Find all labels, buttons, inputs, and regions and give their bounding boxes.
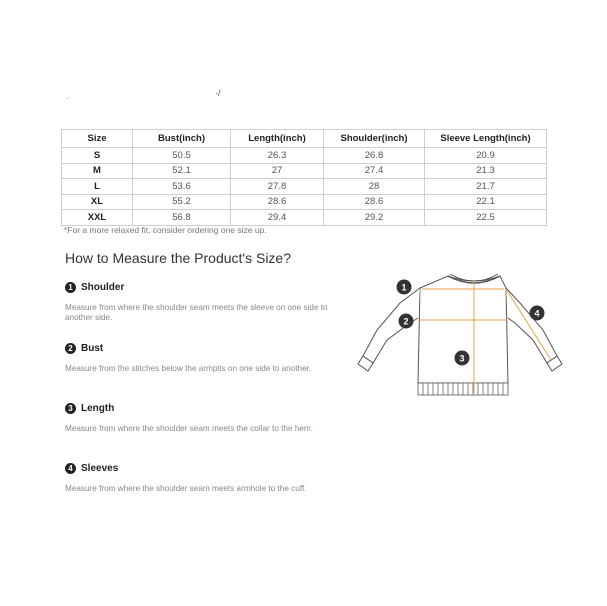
measure-title: Bust: [81, 343, 104, 354]
header-size: Size: [62, 130, 133, 148]
number-1-icon: 1: [65, 282, 76, 293]
measure-description: Measure from where the shoulder seam meets the collar to the hem.: [65, 424, 314, 433]
cell-sleeve: 20.9: [425, 148, 547, 164]
cell-size: L: [62, 179, 133, 195]
svg-text:1: 1: [401, 282, 407, 293]
cell-length: 26.3: [231, 148, 324, 164]
measure-heading: [65, 343, 335, 354]
cell-length: 27.8: [231, 179, 324, 195]
cell-sleeve: 22.1: [425, 194, 547, 210]
cell-shoulder: 29.2: [324, 210, 425, 226]
cell-shoulder: 27.4: [324, 163, 425, 179]
cell-size: XXL: [62, 210, 133, 226]
cell-bust: 56.8: [133, 210, 231, 226]
svg-text:2: 2: [403, 316, 409, 327]
table-header-row: [62, 130, 547, 148]
header-sleeve-length: Sleeve Length(inch): [425, 130, 547, 148]
header-shoulder: Shoulder(inch): [324, 130, 425, 148]
stray-mark: ·/: [215, 88, 221, 98]
measure-shoulder: [65, 282, 335, 323]
marker-2: [399, 314, 414, 329]
measure-description: Measure from where the shoulder seam meets armhole to the cuff.: [65, 484, 307, 493]
svg-text:3: 3: [459, 353, 465, 364]
cell-shoulder: 28: [324, 179, 425, 195]
table-row: [62, 179, 547, 195]
cell-size: S: [62, 148, 133, 164]
measure-bust: [65, 343, 335, 374]
number-2-icon: 2: [65, 343, 76, 354]
svg-text:4: 4: [534, 308, 540, 319]
measure-description: Measure from where the shoulder seam meets the sleeve on one side to another side.: [65, 303, 328, 322]
marker-1: [397, 280, 412, 295]
number-4-icon: 4: [65, 463, 76, 474]
cell-sleeve: 21.3: [425, 163, 547, 179]
table-row: [62, 194, 547, 210]
measure-heading: [65, 403, 335, 414]
cell-bust: 55.2: [133, 194, 231, 210]
section-title: How to Measure the Product's Size?: [65, 250, 292, 266]
marker-3: [455, 351, 470, 366]
table-row: [62, 163, 547, 179]
measure-heading: [65, 463, 335, 474]
measure-sleeves: [65, 463, 335, 494]
number-3-icon: 3: [65, 403, 76, 414]
cell-size: XL: [62, 194, 133, 210]
measure-length: [65, 403, 335, 434]
fit-note: *For a more relaxed fit, consider ordering one size up.: [64, 225, 267, 235]
measure-title: Shoulder: [81, 282, 125, 293]
table-row: [62, 210, 547, 226]
cell-length: 29.4: [231, 210, 324, 226]
size-chart-table: [61, 129, 547, 226]
cell-length: 28.6: [231, 194, 324, 210]
cell-bust: 52.1: [133, 163, 231, 179]
cell-shoulder: 28.6: [324, 194, 425, 210]
hem-rib-icon: [418, 383, 508, 395]
sweater-diagram: [355, 268, 565, 403]
measure-heading: [65, 282, 335, 293]
cell-sleeve: 22.5: [425, 210, 547, 226]
marker-4: [530, 306, 545, 321]
header-bust: Bust(inch): [133, 130, 231, 148]
header-length: Length(inch): [231, 130, 324, 148]
stray-mark: .: [66, 92, 69, 101]
measure-description: Measure from the stitches below the armpits on one side to another.: [65, 364, 312, 373]
cell-bust: 50.5: [133, 148, 231, 164]
measure-title: Length: [81, 403, 115, 414]
cell-bust: 53.6: [133, 179, 231, 195]
measure-title: Sleeves: [81, 463, 119, 474]
cell-size: M: [62, 163, 133, 179]
cell-sleeve: 21.7: [425, 179, 547, 195]
cell-length: 27: [231, 163, 324, 179]
cell-shoulder: 26.8: [324, 148, 425, 164]
table-row: [62, 148, 547, 164]
